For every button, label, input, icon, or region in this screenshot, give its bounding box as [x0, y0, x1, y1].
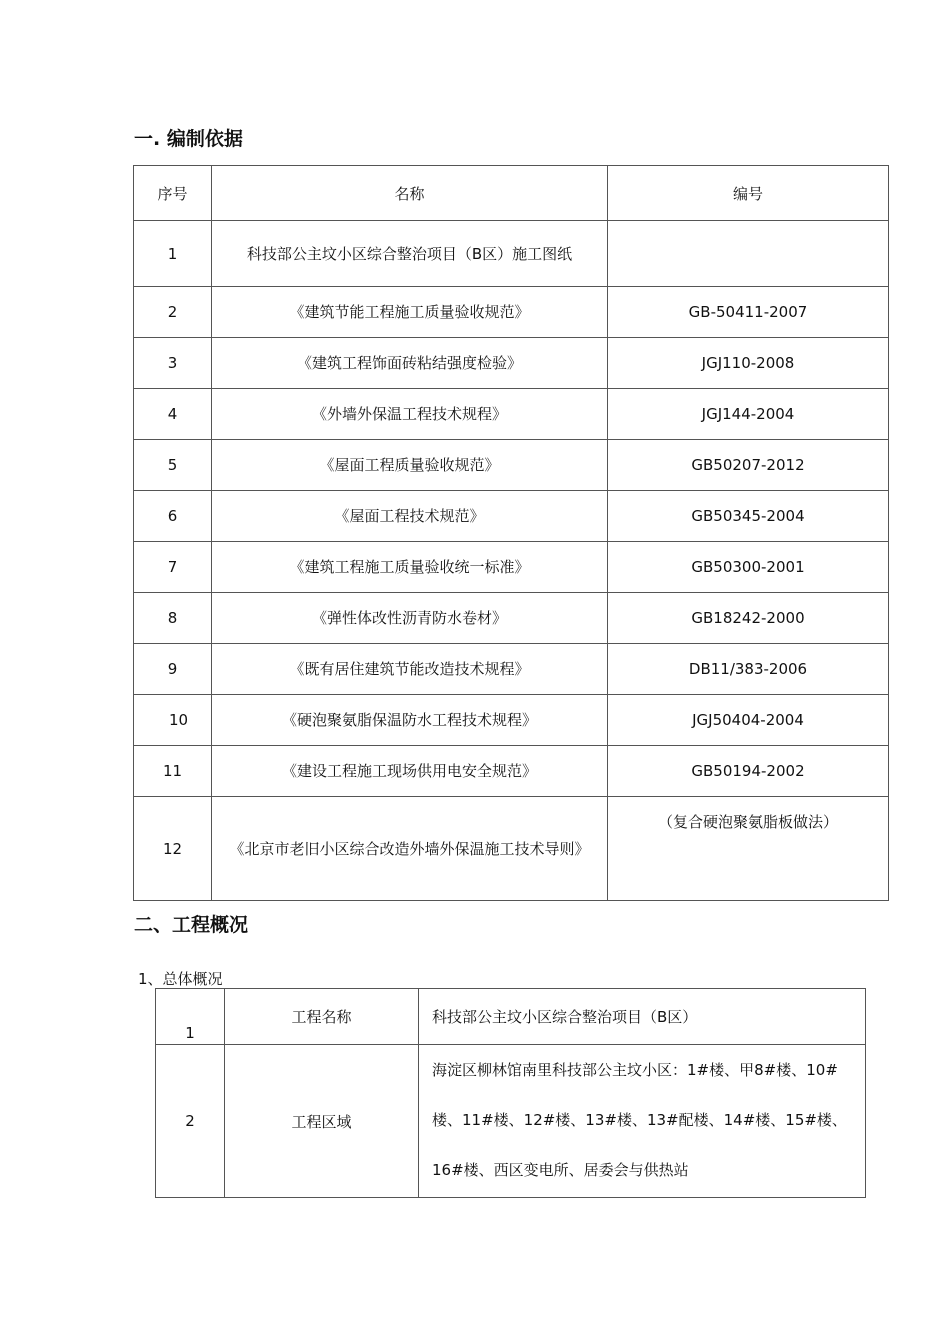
row-code: JGJ50404-2004	[608, 695, 889, 746]
row-name: 《屋面工程质量验收规范》	[212, 440, 608, 491]
row-name: 《外墙外保温工程技术规程》	[212, 389, 608, 440]
row-index: 2	[156, 1045, 225, 1198]
row-index: 12	[134, 797, 212, 901]
row-code: GB-50411-2007	[608, 287, 889, 338]
table-row	[134, 593, 889, 644]
row-index: 3	[134, 338, 212, 389]
row-index: 1	[156, 989, 225, 1045]
row-code: DB11/383-2006	[608, 644, 889, 695]
row-value: 海淀区柳林馆南里科技部公主坟小区：1#楼、甲8#楼、10#楼、11#楼、12#楼、13#楼、13#配楼、14#楼、15#楼、16#楼、西区变电所、居委会与供热站	[419, 1045, 866, 1198]
table-row	[134, 542, 889, 593]
table-row	[134, 338, 889, 389]
row-code: GB50207-2012	[608, 440, 889, 491]
basis-table	[133, 165, 889, 901]
row-value: 科技部公主坟小区综合整治项目（B区）	[419, 989, 866, 1045]
table-row	[134, 491, 889, 542]
section-title-basis: 一. 编制依据	[134, 128, 243, 150]
row-index: 7	[134, 542, 212, 593]
table-row	[156, 989, 866, 1045]
row-code: JGJ110-2008	[608, 338, 889, 389]
overview-table	[155, 988, 866, 1198]
row-name: 《屋面工程技术规范》	[212, 491, 608, 542]
table-row	[134, 440, 889, 491]
table-row	[134, 389, 889, 440]
table-row	[134, 797, 889, 901]
row-code: GB50300-2001	[608, 542, 889, 593]
row-index: 8	[134, 593, 212, 644]
row-index: 9	[134, 644, 212, 695]
table-header-row	[134, 166, 889, 221]
table-row	[134, 695, 889, 746]
subsection-title-general: 1、总体概况	[138, 970, 223, 988]
section-title-overview: 二、工程概况	[134, 914, 249, 936]
row-name: 《弹性体改性沥青防水卷材》	[212, 593, 608, 644]
row-name: 《北京市老旧小区综合改造外墙外保温施工技术导则》	[212, 797, 608, 901]
row-code	[608, 221, 889, 287]
row-code: （复合硬泡聚氨脂板做法）	[608, 797, 889, 901]
row-name: 《建筑工程饰面砖粘结强度检验》	[212, 338, 608, 389]
header-index: 序号	[134, 166, 212, 221]
table-row	[156, 1045, 866, 1198]
row-name: 《既有居住建筑节能改造技术规程》	[212, 644, 608, 695]
row-name: 科技部公主坟小区综合整治项目（B区）施工图纸	[212, 221, 608, 287]
table-row	[134, 746, 889, 797]
row-index: 5	[134, 440, 212, 491]
row-code: GB18242-2000	[608, 593, 889, 644]
row-index: 6	[134, 491, 212, 542]
row-key: 工程名称	[225, 989, 419, 1045]
table-row	[134, 287, 889, 338]
row-name: 《建筑工程施工质量验收统一标准》	[212, 542, 608, 593]
row-name: 《建设工程施工现场供用电安全规范》	[212, 746, 608, 797]
row-index: 10	[134, 695, 212, 746]
row-name: 《硬泡聚氨脂保温防水工程技术规程》	[212, 695, 608, 746]
row-index: 1	[134, 221, 212, 287]
header-code: 编号	[608, 166, 889, 221]
table-row	[134, 644, 889, 695]
row-key: 工程区域	[225, 1045, 419, 1198]
table-row	[134, 221, 889, 287]
row-name: 《建筑节能工程施工质量验收规范》	[212, 287, 608, 338]
row-index: 4	[134, 389, 212, 440]
row-code: GB50345-2004	[608, 491, 889, 542]
row-index: 11	[134, 746, 212, 797]
header-name: 名称	[212, 166, 608, 221]
row-index: 2	[134, 287, 212, 338]
row-code: GB50194-2002	[608, 746, 889, 797]
row-code: JGJ144-2004	[608, 389, 889, 440]
